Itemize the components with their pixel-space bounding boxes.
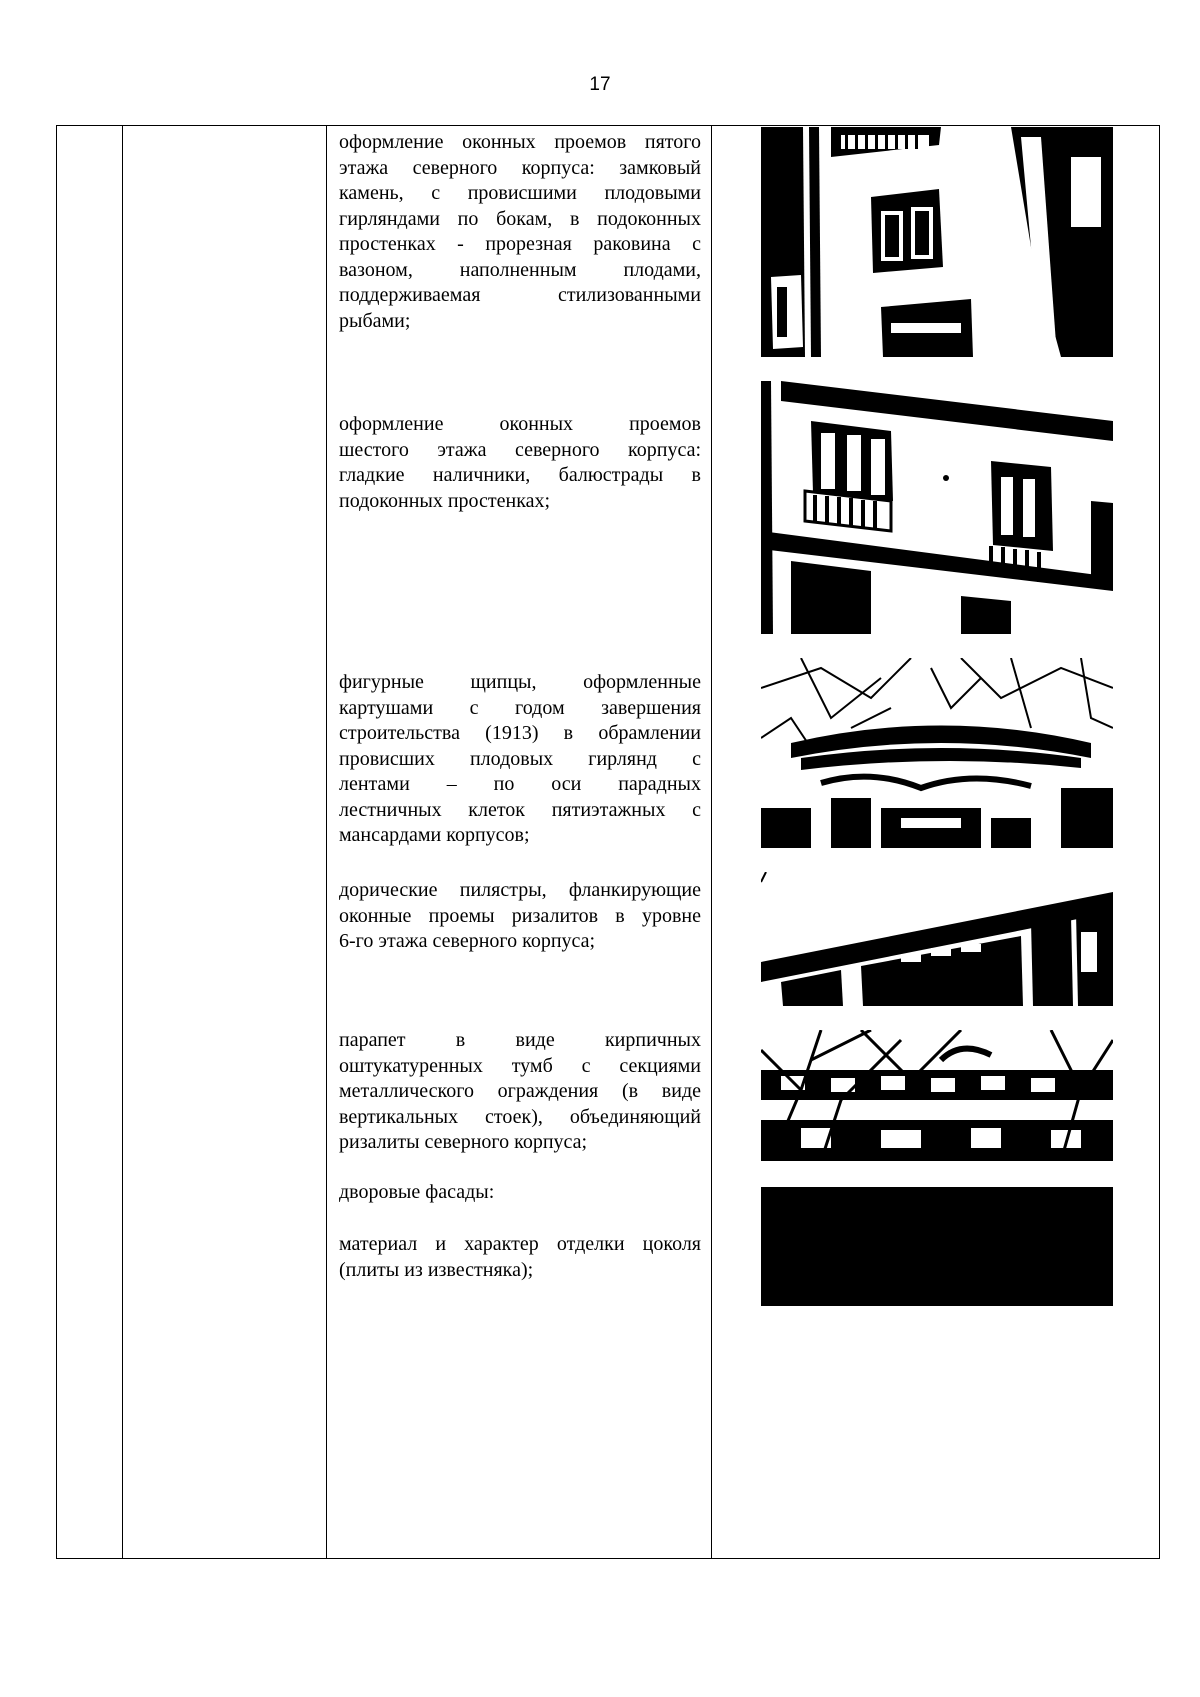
description-plinth: материал и характер отделки цоколя (плиты из известняка);: [339, 1233, 701, 1281]
description-courtyard-facades: дворовые фасады:: [339, 1181, 495, 1203]
description-pilasters: дорические пилястры, фланкирующие оконные проемы ризалитов в уровне 6-го этажа северного корпуса;: [339, 879, 701, 952]
description-window-frames-fifth-floor: оформление оконных проемов пятого этажа северного корпуса: замковый камень, с провисшими плодовыми гирляндами по бокам, в подоконных простенках - прорезная раковина с вазоном, наполненным плодами, поддерживаемая стилизованными рыбами;: [339, 131, 701, 332]
facade-windows-photo: [761, 127, 1113, 357]
gable-cartouche-photo: [761, 658, 1113, 848]
plinth-photo-dark: [761, 1187, 1113, 1306]
description-gables: фигурные щипцы, оформленные картушами с годом завершения строительства (1913) в обрамлении провисших плодовых гирлянд с лентами – по оси парадных лестничных клеток пятиэтажных с мансардами корпусов;: [339, 671, 701, 846]
page-number: 17: [589, 74, 611, 95]
description-parapet: парапет в виде кирпичных оштукатуренных тумб с секциями металлического ограждения (в виде вертикальных стоек), объединяющий ризалиты северного корпуса;: [339, 1029, 701, 1153]
pilasters-photo: [761, 872, 1113, 1006]
parapet-trees-photo: [761, 1030, 1113, 1161]
column-divider: [711, 126, 712, 1558]
description-window-frames-sixth-floor: оформление оконных проемов шестого этажа северного корпуса: гладкие наличники, балюстрады в подоконных простенках;: [339, 413, 701, 512]
column-divider: [326, 126, 327, 1558]
balcony-balustrade-photo: [761, 381, 1113, 634]
column-divider: [122, 126, 123, 1558]
